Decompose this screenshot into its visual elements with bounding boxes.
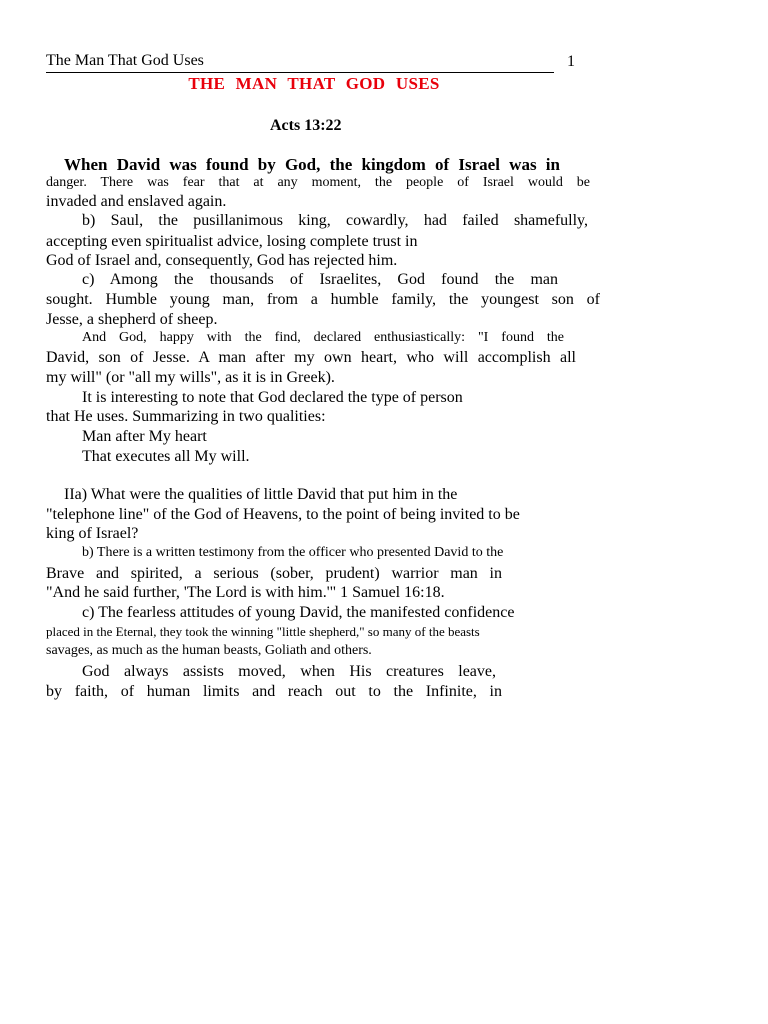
body-line: king of Israel? xyxy=(46,525,139,542)
header-title: The Man That God Uses xyxy=(46,52,204,69)
body-line: my will" (or "all my wills", as it is in Greek). xyxy=(46,369,335,386)
body-line: That executes all My will. xyxy=(82,448,250,465)
body-line: by faith, of human limits and reach out to the Infinite, in xyxy=(46,683,502,700)
scripture-reference: Acts 13:22 xyxy=(270,117,342,134)
body-line: Jesse, a shepherd of sheep. xyxy=(46,311,218,328)
body-line: Man after My heart xyxy=(82,428,207,445)
body-line: b) Saul, the pusillanimous king, cowardly, had failed shamefully, xyxy=(82,212,588,229)
body-line: God always assists moved, when His creatures leave, xyxy=(82,663,496,680)
body-line: And God, happy with the find, declared enthusiastically: "I found the xyxy=(82,330,564,345)
body-line: c) The fearless attitudes of young David, the manifested confidence xyxy=(82,604,515,621)
body-line: God of Israel and, consequently, God has rejected him. xyxy=(46,252,398,269)
page-number: 1 xyxy=(567,53,575,70)
body-line: placed in the Eternal, they took the winning "little shepherd," so many of the beasts xyxy=(46,624,480,639)
body-line: IIa) What were the qualities of little David that put him in the xyxy=(64,486,458,503)
body-line: David, son of Jesse. A man after my own heart, who will accomplish all xyxy=(46,349,576,366)
body-line: Brave and spirited, a serious (sober, prudent) warrior man in xyxy=(46,565,502,582)
body-line: savages, as much as the human beasts, Goliath and others. xyxy=(46,643,372,658)
header-rule xyxy=(46,72,554,73)
body-line: It is interesting to note that God declared the type of person xyxy=(82,389,463,406)
body-line: c) Among the thousands of Israelites, God found the man xyxy=(82,271,558,288)
body-line: When David was found by God, the kingdom of Israel was in xyxy=(64,155,560,174)
body-line: accepting even spiritualist advice, losing complete trust in xyxy=(46,233,418,250)
body-line: sought. Humble young man, from a humble family, the youngest son of xyxy=(46,291,600,308)
body-line: "telephone line" of the God of Heavens, to the point of being invited to be xyxy=(46,506,520,523)
body-line: that He uses. Summarizing in two qualities: xyxy=(46,408,326,425)
body-line: "And he said further, 'The Lord is with him.'" 1 Samuel 16:18. xyxy=(46,584,445,601)
body-line: b) There is a written testimony from the officer who presented David to the xyxy=(82,545,504,560)
document-title: THE MAN THAT GOD USES xyxy=(188,74,440,93)
body-line: invaded and enslaved again. xyxy=(46,193,227,210)
body-line: danger. There was fear that at any moment, the people of Israel would be xyxy=(46,175,590,190)
